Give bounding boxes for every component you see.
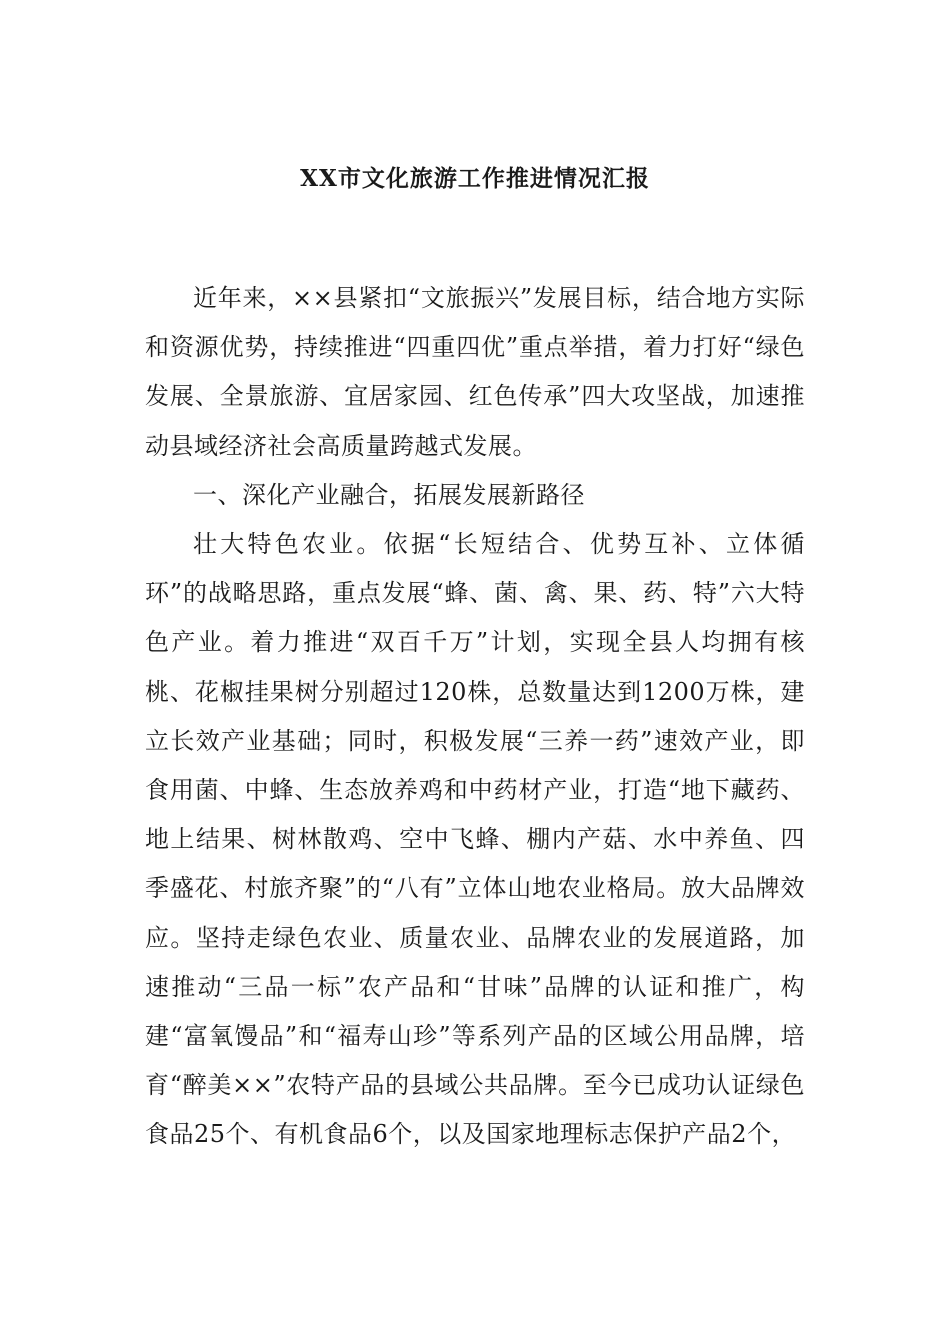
paragraph-agriculture: 壮大特色农业。依据“长短结合、优势互补、立体循环”的战略思路，重点发展“蜂、菌、禽、果、药、特”六大特色产业。着力推进“双百千万”计划，实现全县人均拥有核桃、花椒挂果树分别超过120株，总数量达到1200万株，建立长效产业基础；同时，积极发展“三养一药”速效产业，即食用菌、中蜂、生态放养鸡和中药材产业，打造“地下藏药、地上结果、树林散鸡、空中飞蜂、棚内产菇、水中养鱼、四季盛花、村旅齐聚”的“八有”立体山地农业格局。放大品牌效应。坚持走绿色农业、质量农业、品牌农业的发展道路，加速推动“三品一标”农产品和“甘味”品牌的认证和推广，构建“富氧馒品”和“福寿山珍”等系列产品的区域公用品牌，培育“醉美××”农特产品的县域公共品牌。至今已成功认证绿色食品25个、有机食品6个，以及国家地理标志保护产品2个， — [145, 530, 805, 1149]
document-body — [145, 274, 805, 1160]
paragraph-intro: 近年来，××县紧扣“文旅振兴”发展目标，结合地方实际和资源优势，持续推进“四重四优”重点举措，着力打好“绿色发展、全景旅游、宜居家园、红色传承”四大攻坚战，加速推动县域经济社会高质量跨越式发展。 — [145, 284, 805, 460]
document-title: XX市文化旅游工作推进情况汇报 — [300, 165, 650, 192]
section-heading-1: 一、深化产业融合，拓展发展新路径 — [193, 480, 585, 509]
